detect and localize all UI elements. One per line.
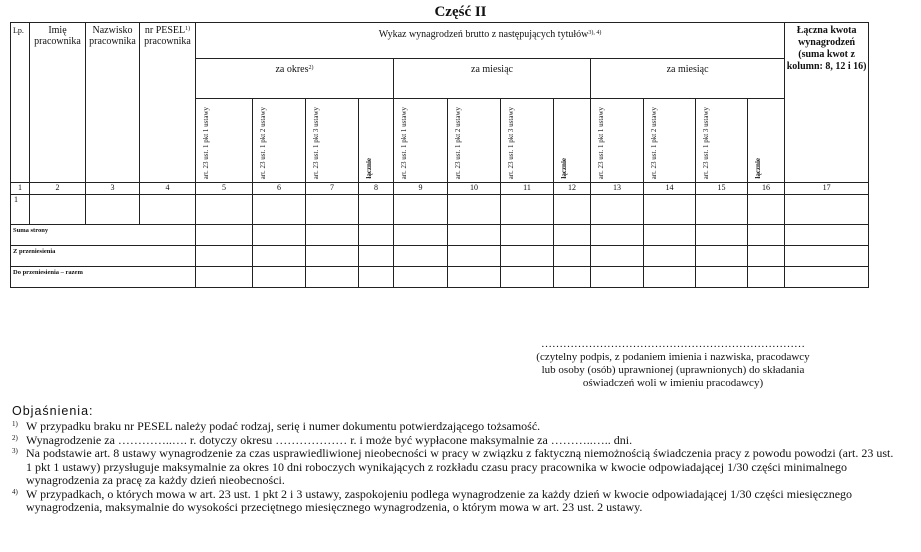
header-laczna-kwota: Łączna kwota wynagrodzeń (suma kwot z kolumn: 8, 12 i 16) <box>785 23 869 183</box>
header-nazwisko: Nazwisko pracownika <box>86 23 140 183</box>
column-number: 1 <box>11 183 30 195</box>
table-cell[interactable] <box>748 246 785 267</box>
table-cell[interactable] <box>253 246 306 267</box>
table-cell[interactable] <box>644 195 696 225</box>
table-cell[interactable] <box>253 225 306 246</box>
explanations-heading: Objaśnienia: <box>12 404 94 418</box>
table-cell[interactable] <box>394 267 448 288</box>
subheader-lacznie: łącznie <box>554 99 591 183</box>
column-number: 8 <box>359 183 394 195</box>
column-number: 17 <box>785 183 869 195</box>
table-cell[interactable] <box>785 225 869 246</box>
footnote <box>12 488 902 515</box>
table-cell[interactable] <box>501 225 554 246</box>
footnote <box>12 434 902 448</box>
table-cell[interactable] <box>359 225 394 246</box>
column-number: 13 <box>591 183 644 195</box>
footnote <box>12 447 902 488</box>
table-cell[interactable] <box>644 267 696 288</box>
table-cell[interactable] <box>591 267 644 288</box>
table-cell[interactable] <box>696 267 748 288</box>
table-cell[interactable] <box>748 267 785 288</box>
row-label-do-przeniesienia: Do przeniesienia – razem <box>11 267 196 288</box>
footnote-text: W przypadku braku nr PESEL należy podać rodzaj, serię i numer dokumentu potwierdzającego tożsamość. <box>26 419 541 433</box>
table-cell[interactable] <box>359 246 394 267</box>
footnote-text: W przypadkach, o których mowa w art. 23 ust. 1 pkt 2 i 3 ustawy, zaspokojeniu podlega wynagrodzenie za każdy dzień w kwocie odpowiadającej 1/30 części miesięcznego wynagrodzenia, maksymalnie do wysokości przeciętnego miesięcznego wynagrodzenia, o którym mowa w art. 23 ust. 2 ustawy. <box>26 486 853 514</box>
cell-nazwisko[interactable] <box>86 195 140 225</box>
cell-imie[interactable] <box>30 195 86 225</box>
table-cell[interactable] <box>554 246 591 267</box>
table-cell[interactable] <box>306 267 359 288</box>
header-lp: Lp. <box>11 23 30 183</box>
table-cell[interactable] <box>554 225 591 246</box>
subheader-art-pkt3: art. 23 ust. 1 pkt 3 ustawy <box>501 99 554 183</box>
footnote <box>12 420 902 434</box>
header-wykaz: Wykaz wynagrodzeń brutto z następujących tytułów$^{3), 4)}$ <box>196 23 785 59</box>
column-number: 9 <box>394 183 448 195</box>
subheader-art-pkt1: art. 23 ust. 1 pkt 1 ustawy <box>196 99 253 183</box>
header-za-miesiac-1: za miesiąc <box>394 59 591 99</box>
table-cell[interactable] <box>448 246 501 267</box>
table-cell[interactable] <box>306 225 359 246</box>
table-cell[interactable] <box>394 225 448 246</box>
table-cell[interactable] <box>253 195 306 225</box>
column-number: 3 <box>86 183 140 195</box>
signature-line[interactable]: ……………………………………………………………… <box>541 338 805 350</box>
subheader-art-pkt2: art. 23 ust. 1 pkt 2 ustawy <box>253 99 306 183</box>
subheader-art-pkt2: art. 23 ust. 1 pkt 2 ustawy <box>644 99 696 183</box>
footnote-mark: 1) <box>12 420 18 428</box>
table-cell[interactable] <box>501 195 554 225</box>
footnote-mark: 3) <box>12 447 18 455</box>
subheader-art-pkt1: art. 23 ust. 1 pkt 1 ustawy <box>591 99 644 183</box>
header-pesel: nr PESEL$^{1)}$ pracownika <box>140 23 196 183</box>
subheader-art-pkt2: art. 23 ust. 1 pkt 2 ustawy <box>448 99 501 183</box>
subheader-lacznie: łącznie <box>359 99 394 183</box>
column-number: 12 <box>554 183 591 195</box>
header-za-miesiac-2: za miesiąc <box>591 59 785 99</box>
table-cell[interactable] <box>196 267 253 288</box>
footnote-mark: 4) <box>12 487 18 496</box>
column-number: 5 <box>196 183 253 195</box>
table-cell[interactable] <box>306 246 359 267</box>
header-za-okres: za okres$^{2)}$ <box>196 59 394 99</box>
footnote-text: Wynagrodzenie za …………..…. r. dotyczy okresu ……………… r. i może być wypłacone maksymalnie za ………..….. dni. <box>26 432 633 447</box>
table-cell[interactable] <box>196 246 253 267</box>
table-cell[interactable] <box>501 246 554 267</box>
subheader-art-pkt3: art. 23 ust. 1 pkt 3 ustawy <box>696 99 748 183</box>
column-number: 4 <box>140 183 196 195</box>
signature-caption-line: lub osoby (osób) uprawnionej (uprawnionych) do składania <box>541 364 805 376</box>
signature-caption-line: oświadczeń woli w imieniu pracodawcy) <box>582 377 764 389</box>
table-cell[interactable] <box>591 246 644 267</box>
table-cell[interactable] <box>196 225 253 246</box>
column-number: 10 <box>448 183 501 195</box>
footnote-text: Na podstawie art. 8 ustawy wynagrodzenie za czas usprawiedliwionej nieobecności w pracy w związku z faktyczną niemożnością świadczenia pracy z powodu powodzi (art. 23 ust. 1 pkt 1 ustawy) przysługuje maksymalnie za okres 10 dni roboczych wynikających z rozkładu czasu pracy pracownika w kwocie odpowiadającej 1/30 części minimalnego wynagrodzenia za pracę za każdy dzień nieobecności. <box>26 446 894 487</box>
table-cell[interactable] <box>554 195 591 225</box>
table-cell[interactable] <box>501 267 554 288</box>
column-numbers-row <box>11 183 869 195</box>
section-title: Część II <box>434 4 487 20</box>
cell-pesel[interactable] <box>140 195 196 225</box>
column-number: 16 <box>748 183 785 195</box>
table-cell[interactable] <box>644 246 696 267</box>
table-cell[interactable] <box>785 267 869 288</box>
table-cell[interactable] <box>306 195 359 225</box>
table-cell[interactable] <box>448 267 501 288</box>
table-cell[interactable] <box>359 195 394 225</box>
column-number: 11 <box>501 183 554 195</box>
table-cell[interactable] <box>448 195 501 225</box>
table-cell[interactable] <box>554 267 591 288</box>
sum-row-z-przeniesienia <box>11 246 869 267</box>
table-cell[interactable] <box>196 195 253 225</box>
table-cell[interactable] <box>394 195 448 225</box>
subheader-art-pkt3: art. 23 ust. 1 pkt 3 ustawy <box>306 99 359 183</box>
row-label-z-przeniesienia: Z przeniesienia <box>11 246 196 267</box>
explanations <box>12 404 902 515</box>
footnote-mark: 2) <box>12 433 18 442</box>
column-number: 15 <box>696 183 748 195</box>
sum-row-suma-strony <box>11 225 869 246</box>
table-cell[interactable] <box>644 225 696 246</box>
row-label-suma-strony: Suma strony <box>11 225 196 246</box>
column-number: 2 <box>30 183 86 195</box>
signature-block <box>512 338 834 390</box>
column-number: 6 <box>253 183 306 195</box>
header-imie: Imię pracownika <box>30 23 86 183</box>
table-cell[interactable] <box>785 246 869 267</box>
sum-row-do-przeniesienia <box>11 267 869 288</box>
signature-caption-line: (czytelny podpis, z podaniem imienia i nazwiska, pracodawcy <box>536 351 810 363</box>
table-cell[interactable] <box>448 225 501 246</box>
table-cell[interactable] <box>253 267 306 288</box>
column-number: 7 <box>306 183 359 195</box>
table-row <box>11 195 869 225</box>
row-number: 1 <box>11 195 30 225</box>
table-cell[interactable] <box>785 195 869 225</box>
table-cell[interactable] <box>748 225 785 246</box>
table-cell[interactable] <box>696 195 748 225</box>
table-cell[interactable] <box>359 267 394 288</box>
subheader-lacznie: łącznie <box>748 99 785 183</box>
column-number: 14 <box>644 183 696 195</box>
table-cell[interactable] <box>394 246 448 267</box>
table-cell[interactable] <box>696 246 748 267</box>
subheader-art-pkt1: art. 23 ust. 1 pkt 1 ustawy <box>394 99 448 183</box>
table-cell[interactable] <box>591 195 644 225</box>
table-cell[interactable] <box>748 195 785 225</box>
salary-table <box>10 22 869 288</box>
table-cell[interactable] <box>696 225 748 246</box>
table-cell[interactable] <box>591 225 644 246</box>
